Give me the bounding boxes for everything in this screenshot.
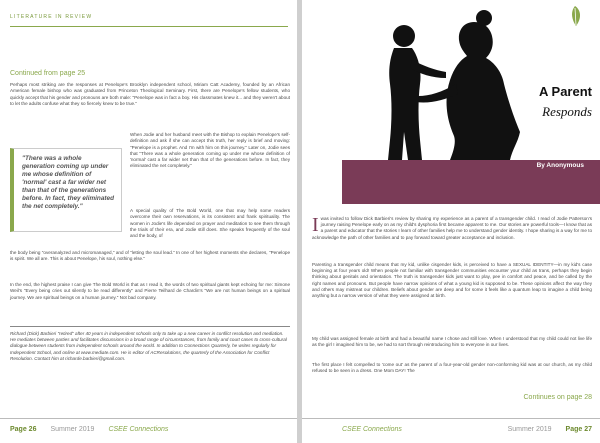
article-paragraph-text: was invited to follow Dick Barbieri's review by sharing my experience as a parent of a transgender child. I read of Jodie Patterson's journey raising Penelope early on as my child's dysphoria first became apparent to me. Our stories are powerful tools—I know that as a parent and educator that the stories I learn of other families help me to understand gender identity. I hope sharing is a way for me to acknowledge the path of other families and to pay forward toward greater acceptance and inclusion. xyxy=(312,216,592,240)
footer-rule xyxy=(0,418,297,419)
page-number: Page 27 xyxy=(565,426,592,433)
article-title: A Parent xyxy=(539,84,592,99)
article-paragraph: A special quality of The Bold World, one that may help some readers overcome their own reservations, is its consistent and frank spirituality. The women in Jodie's life depended on prayer and meditation to see them through the trials of their era, and Jodie still does. She speaks frequently of the soul and the body, of xyxy=(130,208,290,239)
article-paragraph: The first place I felt compelled to 'come out' as the parent of a four-year-old gender non-conforming kid was at our church, as my child refused to be seen in a dress. One Mom DAY! The xyxy=(312,362,592,374)
continued-on: Continues on page 28 xyxy=(523,394,592,401)
issue-season: Summer 2019 xyxy=(50,426,95,433)
leaf-icon xyxy=(566,4,584,28)
page-footer xyxy=(10,426,168,433)
article-paragraph xyxy=(312,216,592,241)
pull-quote xyxy=(10,148,122,232)
page-footer xyxy=(342,426,592,433)
publication-name: CSEE Connections xyxy=(342,426,402,433)
publication-name: CSEE Connections xyxy=(108,426,169,433)
pull-quote-text: "There was a whole generation coming up under me whose definition of 'normal' cast a far wider net than that of the generations before. In fact, they eliminated the net completely." xyxy=(22,155,114,210)
drop-cap: I xyxy=(312,214,319,236)
issue-season: Summer 2019 xyxy=(507,426,552,433)
article-paragraph: Perhaps most striking are the responses at Penelope's Brooklyn independent school, Miriam Catt Academy, founded by an African American female bishop who was graduated from Princeton Theological Seminary. First, there are Penelope's fellow students, who quickly accept that his gender and pronouns are both male: "Penelope was in fact a boy. His classmates knew it... and they weren't about to let the adults confuse what they so fiercely knew to be true." xyxy=(10,82,290,106)
article-paragraph: Parenting a transgender child means that my kid, unlike cisgender kids, is perceived to have a SEXUAL IDENTITY—in my kid's case beginning at four years old! When people not familiar with transgender communities encounter your child as trans, perhaps they begin thinking about genitals and orientation. The truth is transgender kids just want to play, pee in comfort and peace, and be called by the right names and pronouns. But people have narrow opinions of what a young kid is supposed to be. These opinions affect the way they and others may mistreat our children. Beliefs about gender are deep and for some it feels like a quantum leap to imagine a child being anything but a narrow version of what they were assigned at birth. xyxy=(312,262,592,299)
right-page xyxy=(302,0,600,443)
author-bio: Richard (Dick) Barbieri "retired" after 40 years in independent schools only to take up a new career in conflict resolution and mediation. He mediates between parties and facilitates discussions in a broad range of circumstances, from family and court cases to cross-cultural dialogue between students from independent schools around the world. In addition to Connections Quarterly, he writes regularly for Independent School, and online at www.mediate.com. He is editor of ACResolutions, the quarterly of the Association for Conflict Resolution. Contact him at richarde.barbieri@gmail.com. xyxy=(10,331,287,361)
continued-from: Continued from page 25 xyxy=(10,70,86,77)
silhouette-photo xyxy=(342,0,578,160)
article-paragraph: My child was assigned female at birth and had a beautiful name I chose and still love. When I understood that my child could not live life as the girl I imagined him to be, we had to sort through reintroducing him to everyone in our lives. xyxy=(312,336,592,348)
article-paragraph: When Jodie and her husband meet with the Bishop to explain Penelope's self-definition and ask if she can accept this truth, her reply is brief and moving: "Penelope is a prophet. And I'm with him on this journey." Later on, Jodie sees that "There was a whole generation coming up under me whose definition of 'normal' cast a far wider net than that of the generations before. In fact, they eliminated the net completely." xyxy=(130,132,290,169)
header-rule xyxy=(10,26,288,27)
bio-rule xyxy=(10,326,290,327)
article-paragraph: In the end, the highest praise I can give The Bold World is that as I read it, the words of two spiritual giants kept echoing for me: Simone Weil's "Every being cries out silently to be read differently" and Pierre Teilhard de Chardin's "We are not human beings on a spiritual journey. We are spiritual beings on a human journey." Not bad company. xyxy=(10,282,290,300)
left-page xyxy=(0,0,297,443)
section-header: LITERATURE IN REVIEW xyxy=(10,14,93,20)
article-title-subline: Responds xyxy=(542,104,592,119)
footer-rule xyxy=(302,418,600,419)
page-number: Page 26 xyxy=(10,426,37,433)
parent-child-silhouette-image xyxy=(342,0,578,160)
article-byline: By Anonymous xyxy=(536,162,584,169)
footer-right-group xyxy=(508,426,592,433)
article-paragraph: the body being "overanalyzed and micromanaged," and of "letting the soul lead." In one of her highest moments she declares, "Penelope is spirit. We all are. This is about Penelope, his soul, nothing else." xyxy=(10,250,290,262)
